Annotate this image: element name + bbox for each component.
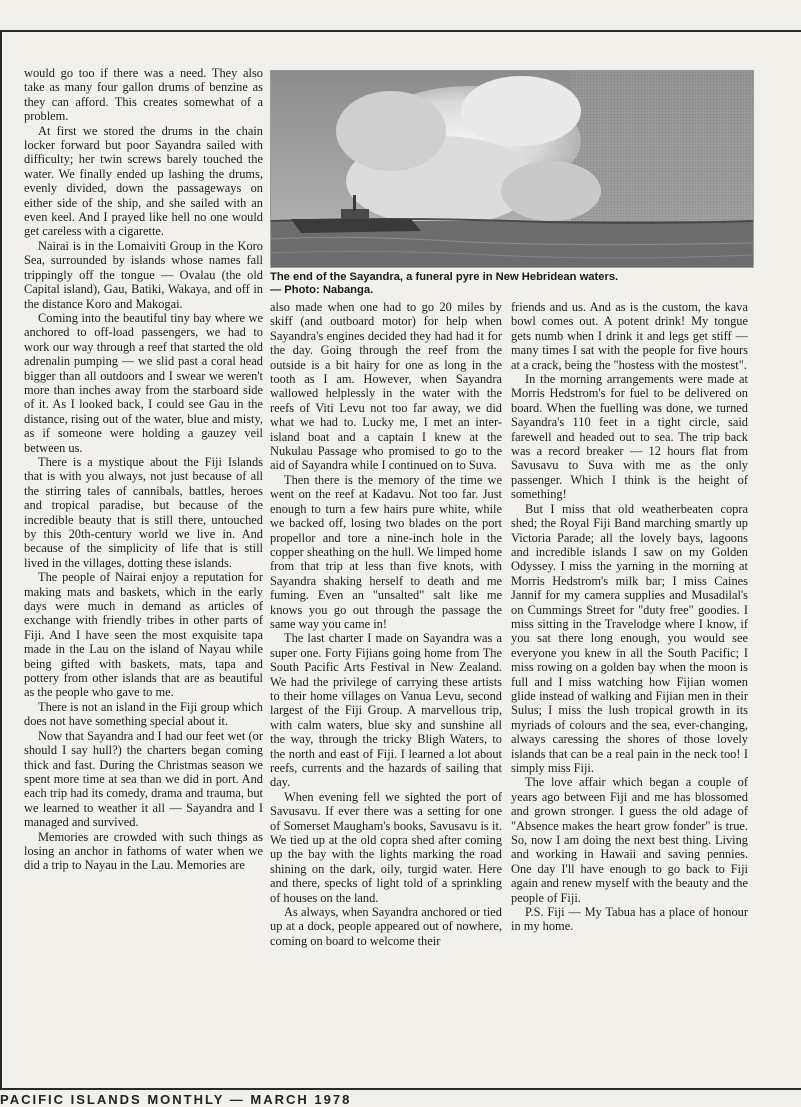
paragraph: friends and us. And as is the custom, the kava bowl comes out. A potent drink! My tongue gets numb when I drink it and legs get stiff — many times I sat with the people for five hours at a crack, being the "hostess with the mostest". (511, 300, 748, 372)
paragraph: The love affair which began a couple of years ago between Fiji and me has blossomed and grown stronger. I guess the old adage of "Absence makes the heart grow fonder" is true. So, now I am doing the next best thing. Living and working in Hawaii and saving pennies. One day I'll have enough to go back to Fiji again and renew myself with the beauty and the people of Fiji. (511, 775, 748, 905)
photo-caption (270, 271, 752, 297)
paragraph: When evening fell we sighted the port of Savusavu. If ever there was a setting for one of Somerset Maugham's books, Savusavu is it. We tied up at the old copra shed after coming up the bay with the lights marking the road shining on the dark, oily, turgid water. Here and there, specks of light told of a sprinkling of houses on the land. (270, 789, 502, 905)
article-column-2 (270, 300, 502, 1070)
paragraph: Nairai is in the Lomaiviti Group in the Koro Sea, surrounded by islands whose names fall trippingly off the tongue — Ovalau (the old Capital island), Gau, Batiki, Wakaya, and off in the distance Koro and Makogai. (24, 238, 263, 311)
left-rule (0, 30, 2, 1090)
paragraph: At first we stored the drums in the chain locker forward but poor Sayandra sailed with difficulty; her twin screws barely touched the water. We finally ended up lashing the drums, evenly divided, down the passageways on either side of the ship, and she sailed with an even keel. And I prayed like hell no one would get careless with a cigarette. (24, 123, 263, 239)
paragraph: There is a mystique about the Fiji Islands that is with you always, not just because of all the stirring tales of cannibals, battles, heroes and tropical paradise, but because of the incredible beauty that is still there, untouched by this 20th-century world we live in. And because of the simplicity of life that is still lived in the villages, dotting these islands. (24, 454, 263, 570)
photo-sayandra-fire (270, 70, 754, 268)
article-column-1 (24, 66, 263, 1071)
footer-running-title: PACIFIC ISLANDS MONTHLY — MARCH 1978 (0, 1092, 352, 1107)
paragraph: As always, when Sayandra anchored or tied up at a dock, people appeared out of nowhere, coming on board to welcome their (270, 905, 502, 948)
paragraph: Coming into the beautiful tiny bay where we anchored to off-load passengers, we had to work our way through a reef that started the old adrenalin pumping — we slid past a coral head bigger than all outdoors and I swear we weren't more than inches away from the starboard side of it. As I looked back, I could see Gau in the distance, rising out of the water, blue and misty, as if someone were holding a gauzey veil between us. (24, 310, 263, 455)
article-column-3 (511, 300, 748, 1070)
paragraph: would go too if there was a need. They also take as many four gallon drums of benzine as they can afford. This creates somewhat of a problem. (24, 66, 263, 124)
paragraph: There is not an island in the Fiji group which does not have something special about it. (24, 699, 263, 729)
paragraph: The last charter I made on Sayandra was a super one. Forty Fijians going home from The South Pacific Arts Festival in New Zealand. We had the privilege of carrying these artists to their home villages on Vanua Levu, second largest of the Fiji Group. A marvellous trip, with calm waters, blue sky and sunshine all the way, through the tricky Bligh Waters, to the north and east of Fiji. I learned a lot about reefs, currents and the hazards of sailing that day. (270, 631, 502, 790)
caption-text: The end of the Sayandra, a funeral pyre in New Hebridean waters. (270, 271, 619, 283)
paragraph: Now that Sayandra and I had our feet wet (or should I say hull?) the charters began coming thick and fast. During the Christmas season we spent more time at sea than we did in port. And each trip had its comedy, drama and trauma, but we learned to weather it all — Sayandra and I managed and survived. (24, 728, 263, 830)
paragraph: The people of Nairai enjoy a reputation for making mats and baskets, which in the early days were much in demand as articles of exchange with friendly tribes in other parts of Fiji. And I have seen the most exquisite tapa made in the Lau on the island of Nayau while being gifted with baskets, mats, tapa and pottery from other islands that are as beautiful as the people who gave to me. (24, 570, 263, 700)
bottom-rule (0, 1088, 801, 1090)
paragraph: also made when one had to go 20 miles by skiff (and outboard motor) for help when Sayandra's engines decided they had had it for the day. Going through the reef from the outside is a bit hairy for one as long in the tooth as I am. However, when Sayandra wallowed helplessly in the water with the reefs of Viti Levu not too far away, we did what we had to. Lucky me, I met an inter-island boat and a captain I knew at the Nukulau Passage who promised to go to the aid of Sayandra while I continued on to Suva. (270, 300, 502, 473)
paragraph: But I miss that old weatherbeaten copra shed; the Royal Fiji Band marching smartly up Victoria Parade; all the lovely bays, lagoons and incredible islands I saw on my Golden Odyssey. I miss the yarning in the morning at Morris Hedstrom's milk bar; I miss Caines Jannif for my camera supplies and Musadilal's on Cummings Street for "duty free" goodies. I miss sitting in the Travelodge where I know, if you sat there long enough, you would see everyone you knew in all the South Pacific; I miss rowing on a golden bay when the moon is full and I miss watching how Fijian women glide instead of walking and Fijian men in their Sulus; I miss the lush tropical growth in its myriads of colours and the sea, ever-changing, always caressing the shores of those lovely islands that can be a real pain in the neck too! I simply miss Fiji. (511, 501, 748, 775)
paragraph: In the morning arrangements were made at Morris Hedstrom's for fuel to be delivered on board. When the fuelling was done, we turned Sayandra's 110 feet in a tight circle, said farewell and headed out to sea. The trip back was a record breaker — 12 hours flat from Savusavu to Suva with me as the only passenger. Which I think is the height of something! (511, 372, 748, 502)
paragraph: Memories are crowded with such things as losing an anchor in fathoms of water when we did a trip to Nayau in the Lau. Memories are (24, 829, 263, 873)
top-rule (0, 30, 801, 32)
caption-credit: — Photo: Nabanga. (270, 284, 374, 296)
paragraph: Then there is the memory of the time we went on the reef at Kadavu. Not too far. Just enough to turn a few hairs pure white, while we backed off, losing two blades on the port propellor and tore a nine-inch hole in the copper sheathing on the hull. We limped home from that trip at less than five knots, with Sayandra shaking herself to death and me fuming. Even an "unsalted" salt like me knows you go out through the passage the same way you came in! (270, 472, 502, 631)
paragraph: P.S. Fiji — My Tabua has a place of honour in my home. (511, 905, 748, 934)
